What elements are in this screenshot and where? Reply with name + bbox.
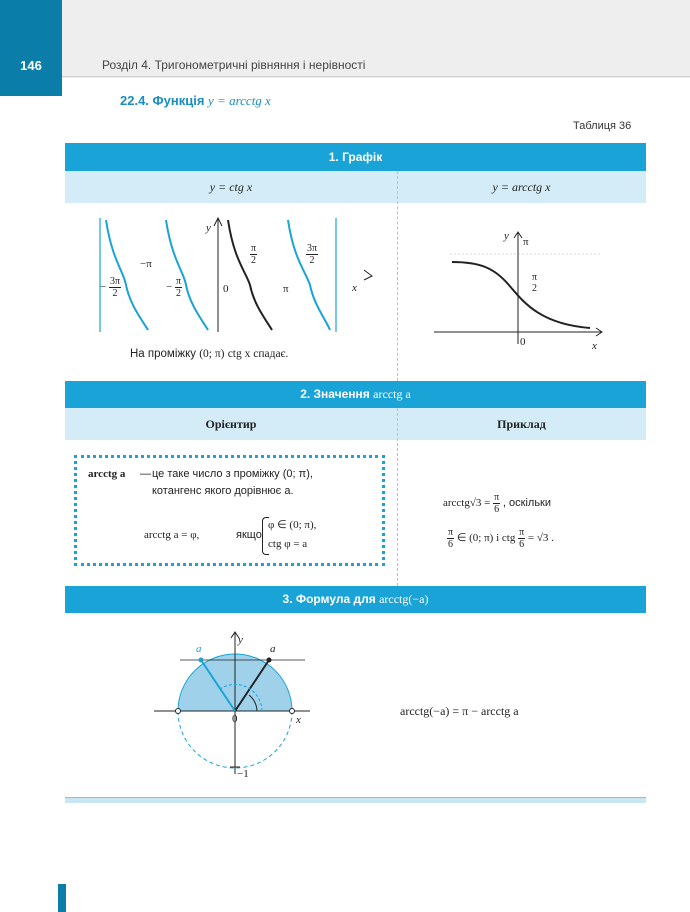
ctg-caption	[130, 348, 288, 360]
arcctg-y-label: y	[504, 230, 509, 242]
circle-zero: 0	[232, 713, 238, 725]
ex2-end: = √3 .	[527, 532, 554, 545]
arcctg-x-label: x	[592, 340, 597, 352]
arcctg-curve	[452, 262, 590, 328]
ex-because: , оскільки	[502, 497, 552, 510]
def-cond2: ctg φ = a	[268, 538, 308, 550]
arcctg-zero: 0	[520, 336, 526, 348]
frac-den: 6	[494, 504, 500, 515]
caption-pre: На проміжку	[130, 348, 196, 360]
frac-num: π	[519, 527, 525, 538]
ctg-pi: π	[283, 283, 289, 295]
ctg-branch	[166, 220, 208, 330]
ctg-x-label: x	[352, 282, 357, 294]
ctg-pi-half	[250, 243, 257, 266]
section-number: 22.4. Функція	[120, 93, 205, 108]
ctg-3pi-half	[306, 243, 318, 266]
minus-sign: −	[100, 281, 107, 294]
ctg-y-label: y	[206, 222, 211, 234]
part2-title-formula: arcctg a	[373, 387, 411, 401]
ctg-graph	[90, 210, 390, 340]
part2-subheader	[65, 408, 646, 440]
frac-den: 6	[519, 539, 525, 550]
running-head: Розділ 4. Тригонометричні рівняння і нерівності	[102, 58, 366, 72]
def-term: arcctg a	[88, 468, 126, 480]
ctg-neg-pi-half	[166, 276, 182, 299]
x-axis-arrow	[364, 270, 372, 280]
part1-title: 1. Графік	[328, 150, 383, 164]
point-a	[267, 658, 272, 663]
frac-den: 2	[112, 288, 118, 299]
caption-interval: (0; π)	[199, 348, 225, 360]
def-line2: котангенс якого дорівнює a.	[152, 485, 294, 497]
ctg-neg-3pi-half	[100, 276, 121, 299]
ex-left: arcctg√3 =	[443, 497, 491, 510]
part3-title-formula: arcctg(−a)	[379, 592, 429, 606]
circle-y-label: y	[238, 634, 243, 646]
part2-title: 2. Значення	[300, 387, 370, 401]
minus-sign: −	[166, 281, 173, 294]
def-if: якщо	[236, 529, 262, 541]
section-formula: y = arcctg x	[208, 93, 271, 108]
part1-left-header: y = ctg x	[209, 179, 253, 194]
ex2-mid: ∈ (0; π) і ctg	[456, 532, 516, 545]
table-label: Таблиця 36	[573, 120, 632, 132]
frac-num: π	[175, 276, 182, 287]
ctg-neg-pi: −π	[140, 258, 152, 270]
frac-num: 3π	[109, 276, 121, 287]
part3-title-bar	[65, 586, 646, 613]
frac-den: 6	[448, 539, 454, 550]
def-formula: arcctg a = φ,	[144, 529, 200, 541]
open-point-right	[290, 709, 295, 714]
ctg-zero: 0	[223, 283, 229, 295]
def-line1: це таке число з проміжку (0; π),	[152, 468, 313, 480]
frac-den: 2	[251, 255, 257, 266]
page-number: 146	[20, 58, 42, 73]
label-a: a	[270, 643, 276, 655]
example-line2	[447, 527, 554, 550]
arcctg-pi: π	[523, 236, 529, 248]
part2-divider	[397, 408, 398, 586]
frac-num: π	[494, 492, 500, 503]
frac-num: π	[251, 243, 257, 254]
frac-den: 2	[532, 283, 538, 294]
circle-minus-one: −1	[237, 768, 249, 780]
open-point-left	[176, 709, 181, 714]
header-rule	[62, 76, 690, 77]
circle-x-label: x	[296, 714, 301, 726]
frac-num: π	[448, 527, 454, 538]
def-dash: —	[140, 468, 151, 480]
unit-circle-diagram	[150, 628, 320, 776]
frac-num: π	[532, 272, 538, 283]
part3-title: 3. Формула для	[282, 592, 376, 606]
def-cond1: φ ∈ (0; π),	[268, 519, 317, 531]
part3-formula: arcctg(−a) = π − arcctg a	[400, 704, 519, 718]
caption-post: ctg x спадає.	[227, 348, 289, 360]
ctg-branch	[106, 220, 148, 330]
part1-right-header: y = arcctg x	[492, 179, 551, 194]
example-line1	[443, 492, 551, 515]
part1-divider	[397, 171, 398, 381]
point-minus-a	[199, 658, 204, 663]
ctg-main-branch	[228, 220, 272, 330]
frac-den: 2	[176, 288, 181, 299]
part2-title-bar	[65, 381, 646, 408]
table-bottom-rule	[65, 797, 646, 803]
arcctg-pi-half	[532, 272, 537, 294]
page-number-box	[0, 0, 62, 96]
part1-subheader	[65, 171, 646, 203]
page-edge-mark	[58, 884, 66, 912]
part1-title-bar	[65, 143, 646, 171]
frac-num: 3π	[307, 243, 318, 254]
label-minus-a: a	[196, 643, 202, 655]
section-title	[120, 93, 271, 109]
part2-right-header: Приклад	[497, 416, 546, 431]
frac-den: 2	[309, 255, 315, 266]
part2-left-header: Орієнтир	[205, 416, 257, 431]
arcctg-graph	[430, 228, 610, 350]
ctg-branch	[288, 220, 330, 330]
